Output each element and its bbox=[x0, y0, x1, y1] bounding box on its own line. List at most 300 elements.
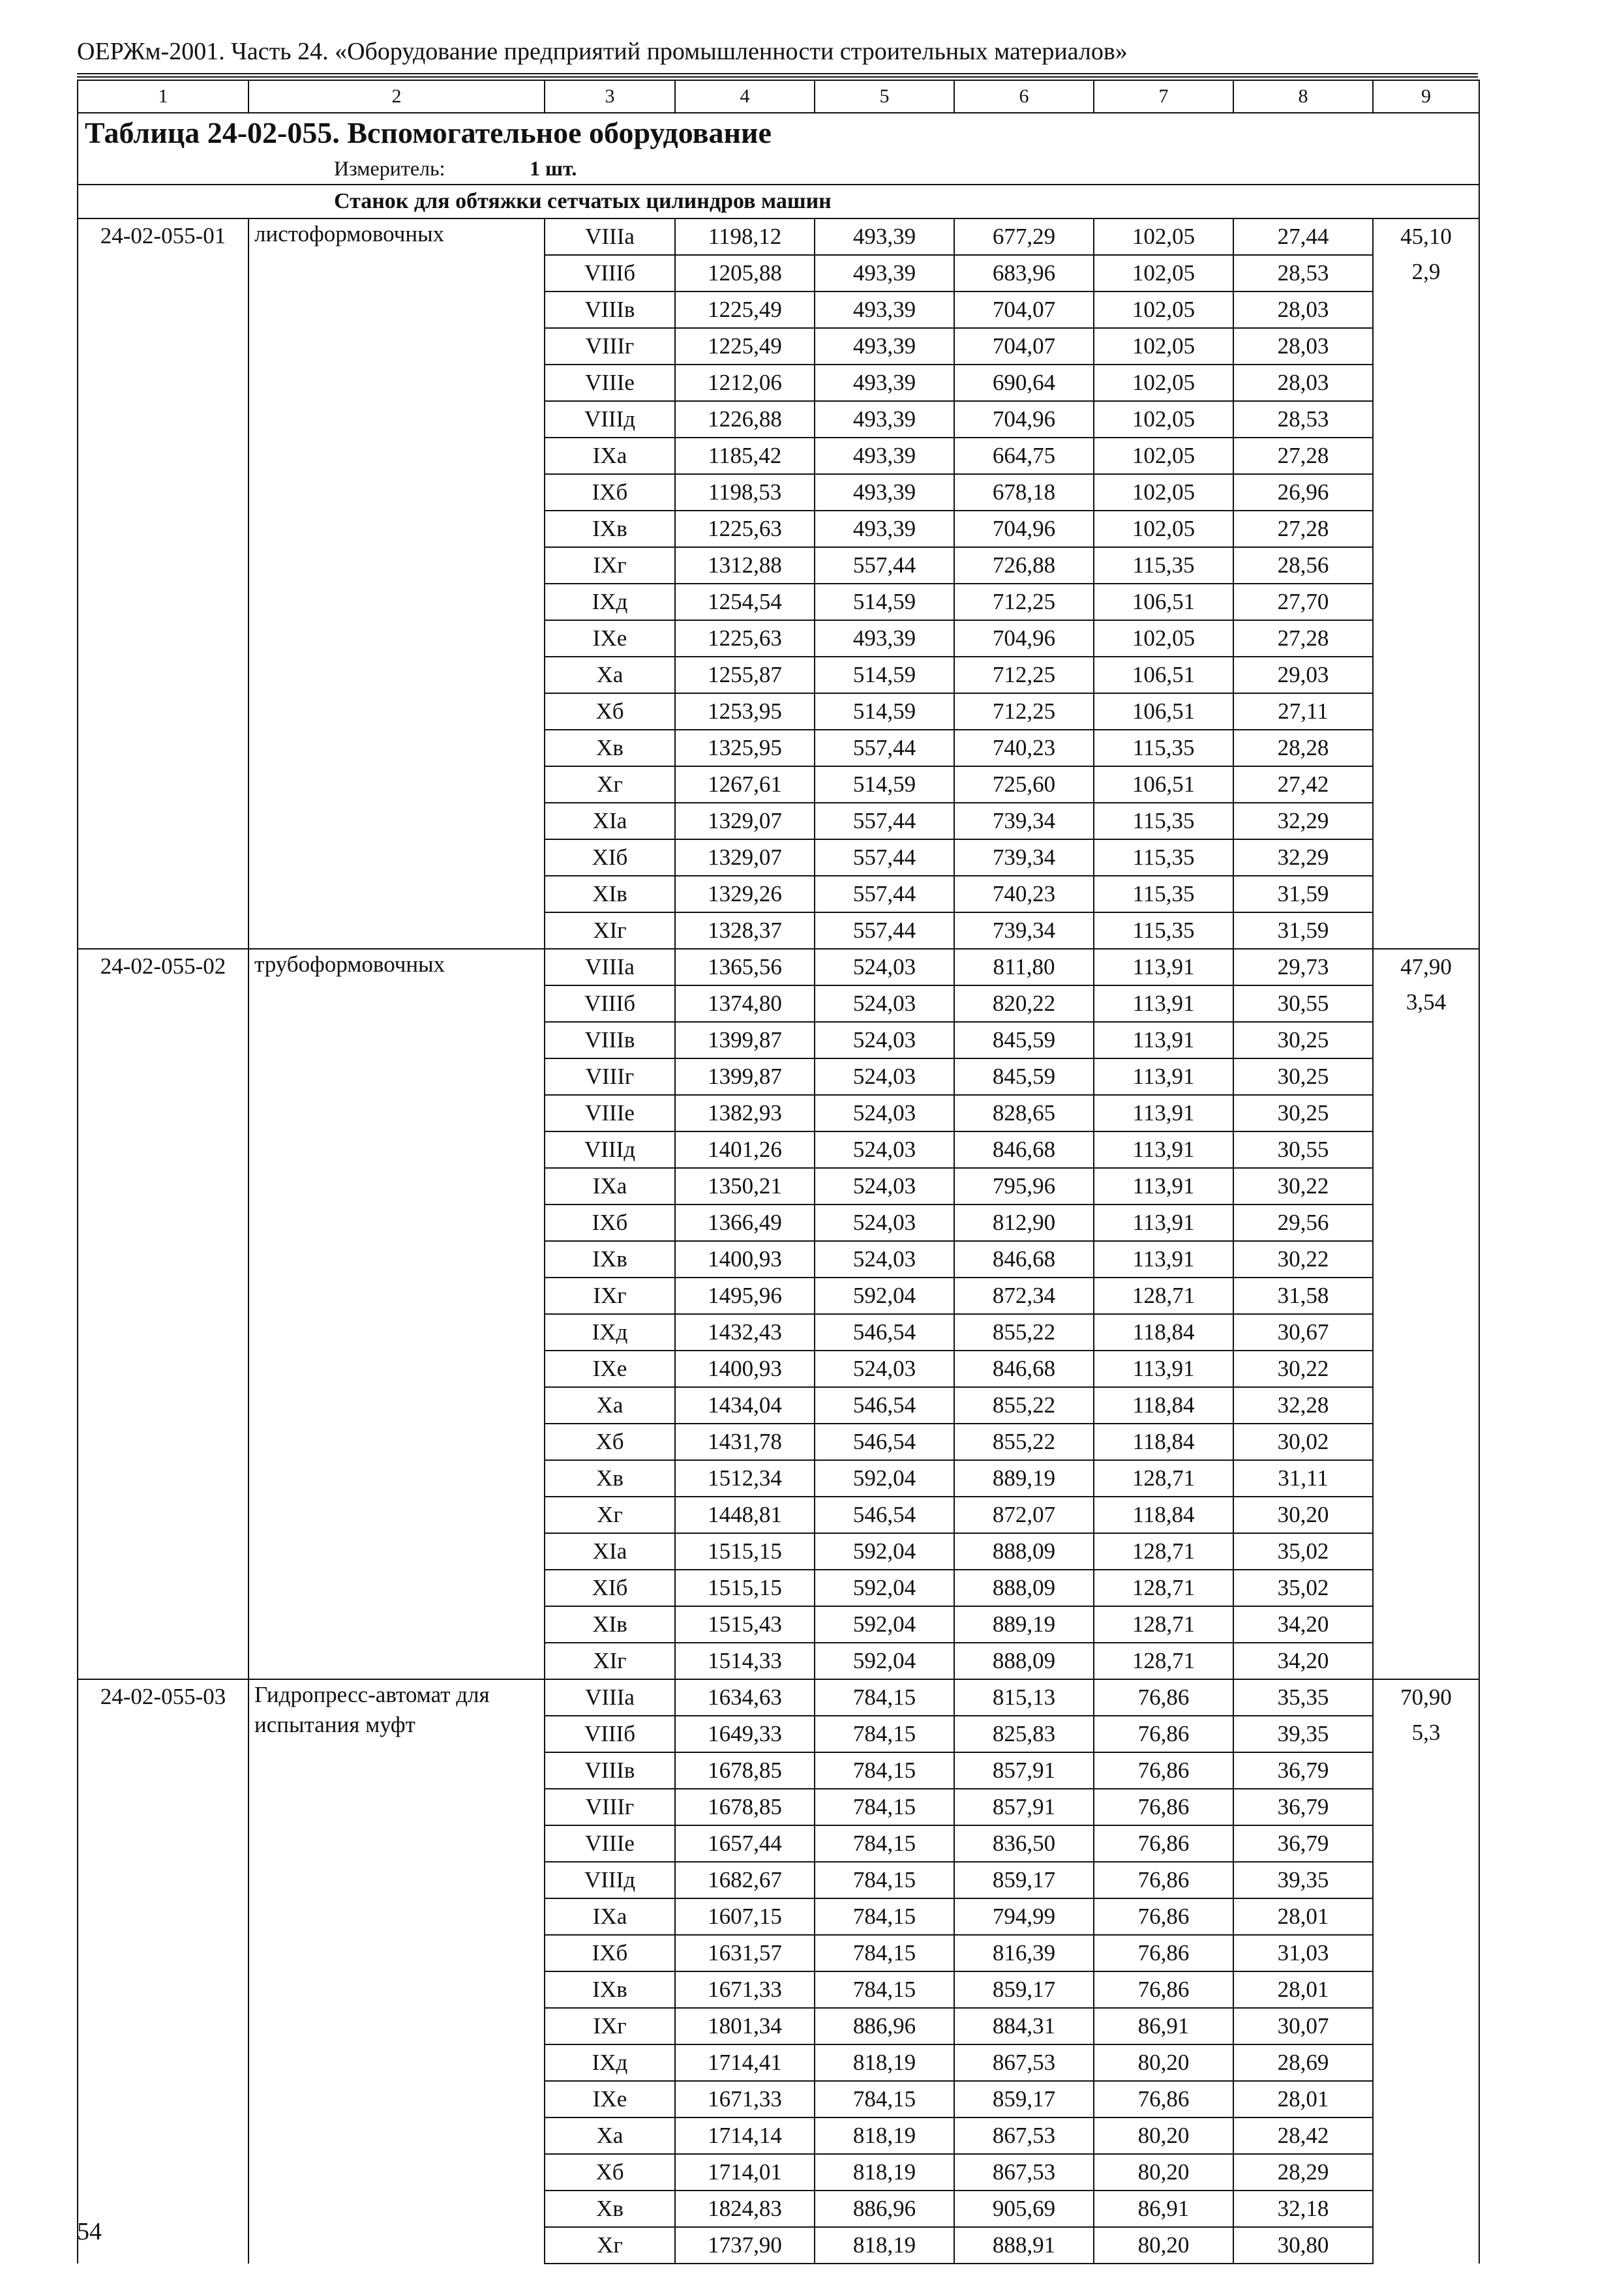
total-cost-cell: 1329,07 bbox=[675, 839, 815, 876]
zone-cell: Xв bbox=[545, 2191, 675, 2227]
total-cost-cell: 1400,93 bbox=[675, 1241, 815, 1278]
machine-cost-cell: 712,25 bbox=[954, 657, 1094, 693]
machinist-wages-cell: 76,86 bbox=[1094, 2081, 1233, 2117]
labor-cell: 30,20 bbox=[1233, 1497, 1373, 1533]
section-title-row bbox=[78, 185, 1479, 218]
zone-cell: IXе bbox=[545, 1351, 675, 1387]
zone-cell: IXа bbox=[545, 1168, 675, 1204]
machine-cost-cell: 795,96 bbox=[954, 1168, 1094, 1204]
machinist-wages-cell: 86,91 bbox=[1094, 2191, 1233, 2227]
machinist-wages-cell: 118,84 bbox=[1094, 1424, 1233, 1460]
wages-cell: 784,15 bbox=[815, 1971, 954, 2008]
labor-cell: 28,01 bbox=[1233, 1898, 1373, 1935]
wages-cell: 514,59 bbox=[815, 766, 954, 803]
total-cost-cell: 1328,37 bbox=[675, 912, 815, 949]
total-cost-cell: 1400,93 bbox=[675, 1351, 815, 1387]
wages-cell: 784,15 bbox=[815, 1825, 954, 1862]
total-cost-cell: 1254,54 bbox=[675, 584, 815, 620]
total-cost-cell: 1671,33 bbox=[675, 1971, 815, 2008]
zone-cell: Xг bbox=[545, 2227, 675, 2264]
wages-cell: 784,15 bbox=[815, 1679, 954, 1716]
machine-cost-cell: 690,64 bbox=[954, 365, 1094, 401]
table-row bbox=[78, 1679, 1479, 1716]
machinist-wages-cell: 118,84 bbox=[1094, 1387, 1233, 1424]
machine-cost-cell: 905,69 bbox=[954, 2191, 1094, 2227]
labor-cell: 32,29 bbox=[1233, 803, 1373, 839]
labor-cell: 27,42 bbox=[1233, 766, 1373, 803]
wages-cell: 784,15 bbox=[815, 1935, 954, 1971]
machine-cost-cell: 888,09 bbox=[954, 1570, 1094, 1606]
zone-cell: XIа bbox=[545, 803, 675, 839]
machinist-labor-value: 3,54 bbox=[1406, 989, 1447, 1015]
wages-cell: 514,59 bbox=[815, 693, 954, 730]
zone-cell: Xб bbox=[545, 2154, 675, 2191]
labor-cell: 30,67 bbox=[1233, 1314, 1373, 1351]
meter-value: 1 шт. bbox=[530, 157, 577, 180]
labor-cell: 35,02 bbox=[1233, 1533, 1373, 1570]
zone-cell: IXд bbox=[545, 1314, 675, 1351]
labor-cell: 28,01 bbox=[1233, 2081, 1373, 2117]
wages-cell: 592,04 bbox=[815, 1606, 954, 1643]
machine-cost-cell: 726,88 bbox=[954, 547, 1094, 584]
wages-cell: 524,03 bbox=[815, 1204, 954, 1241]
labor-cell: 29,56 bbox=[1233, 1204, 1373, 1241]
machine-cost-cell: 888,09 bbox=[954, 1533, 1094, 1570]
machine-cost-cell: 683,96 bbox=[954, 255, 1094, 292]
machinist-wages-cell: 106,51 bbox=[1094, 693, 1233, 730]
total-cost-cell: 1350,21 bbox=[675, 1168, 815, 1204]
total-cost-cell: 1824,83 bbox=[675, 2191, 815, 2227]
zone-cell: XIг bbox=[545, 1643, 675, 1679]
zone-cell: IXв bbox=[545, 1971, 675, 2008]
machine-cost-cell: 815,13 bbox=[954, 1679, 1094, 1716]
column-number: 6 bbox=[954, 80, 1094, 113]
machine-cost-cell: 678,18 bbox=[954, 474, 1094, 511]
machine-cost-cell: 888,91 bbox=[954, 2227, 1094, 2264]
wages-cell: 493,39 bbox=[815, 401, 954, 438]
zone-cell: VIIIа bbox=[545, 1679, 675, 1716]
total-cost-cell: 1649,33 bbox=[675, 1716, 815, 1752]
meter-label: Измеритель: bbox=[334, 157, 445, 180]
machine-cost-cell: 712,25 bbox=[954, 584, 1094, 620]
wages-cell: 557,44 bbox=[815, 730, 954, 766]
labor-cell: 31,58 bbox=[1233, 1278, 1373, 1314]
machinist-wages-cell: 102,05 bbox=[1094, 401, 1233, 438]
total-cost-cell: 1401,26 bbox=[675, 1131, 815, 1168]
labor-cell: 36,79 bbox=[1233, 1789, 1373, 1825]
labor-machinists-cell bbox=[1373, 949, 1479, 1679]
total-cost-cell: 1515,15 bbox=[675, 1533, 815, 1570]
wages-cell: 493,39 bbox=[815, 474, 954, 511]
labor-cell: 28,42 bbox=[1233, 2117, 1373, 2154]
total-cost-cell: 1737,90 bbox=[675, 2227, 815, 2264]
total-cost-cell: 1399,87 bbox=[675, 1058, 815, 1095]
machine-cost-cell: 867,53 bbox=[954, 2117, 1094, 2154]
machine-cost-cell: 846,68 bbox=[954, 1351, 1094, 1387]
total-cost-cell: 1714,41 bbox=[675, 2044, 815, 2081]
zone-cell: VIIIд bbox=[545, 1862, 675, 1898]
total-cost-cell: 1329,26 bbox=[675, 876, 815, 912]
wages-cell: 557,44 bbox=[815, 876, 954, 912]
machine-cost-cell: 859,17 bbox=[954, 2081, 1094, 2117]
machinist-wages-cell: 113,91 bbox=[1094, 1022, 1233, 1058]
labor-cell: 30,55 bbox=[1233, 1131, 1373, 1168]
wages-cell: 493,39 bbox=[815, 438, 954, 474]
machine-cost-cell: 712,25 bbox=[954, 693, 1094, 730]
machinist-wages-cell: 113,91 bbox=[1094, 1204, 1233, 1241]
labor-cell: 30,55 bbox=[1233, 985, 1373, 1022]
labor-cell: 30,02 bbox=[1233, 1424, 1373, 1460]
zone-cell: IXд bbox=[545, 584, 675, 620]
machine-cost-cell: 872,07 bbox=[954, 1497, 1094, 1533]
wages-cell: 592,04 bbox=[815, 1570, 954, 1606]
labor-cell: 27,28 bbox=[1233, 620, 1373, 657]
total-cost-cell: 1325,95 bbox=[675, 730, 815, 766]
total-cost-cell: 1714,14 bbox=[675, 2117, 815, 2154]
machine-cost-cell: 889,19 bbox=[954, 1606, 1094, 1643]
zone-cell: VIIIг bbox=[545, 1058, 675, 1095]
total-cost-cell: 1678,85 bbox=[675, 1752, 815, 1789]
zone-cell: IXг bbox=[545, 1278, 675, 1314]
total-cost-cell: 1801,34 bbox=[675, 2008, 815, 2044]
machinist-wages-cell: 76,86 bbox=[1094, 1935, 1233, 1971]
wages-cell: 524,03 bbox=[815, 1168, 954, 1204]
labor-cell: 27,44 bbox=[1233, 218, 1373, 255]
machine-cost-cell: 704,96 bbox=[954, 511, 1094, 547]
total-cost-cell: 1714,01 bbox=[675, 2154, 815, 2191]
labor-cell: 30,22 bbox=[1233, 1168, 1373, 1204]
wages-cell: 546,54 bbox=[815, 1387, 954, 1424]
wages-cell: 557,44 bbox=[815, 839, 954, 876]
zone-cell: IXв bbox=[545, 511, 675, 547]
wages-cell: 592,04 bbox=[815, 1460, 954, 1497]
column-number: 4 bbox=[675, 80, 815, 113]
labor-cell: 27,28 bbox=[1233, 511, 1373, 547]
labor-total-value: 47,90 bbox=[1400, 954, 1452, 980]
labor-cell: 30,07 bbox=[1233, 2008, 1373, 2044]
table-title-row bbox=[78, 113, 1479, 153]
machine-cost-cell: 794,99 bbox=[954, 1898, 1094, 1935]
labor-cell: 28,01 bbox=[1233, 1971, 1373, 2008]
wages-cell: 514,59 bbox=[815, 657, 954, 693]
machinist-wages-cell: 128,71 bbox=[1094, 1606, 1233, 1643]
labor-cell: 32,28 bbox=[1233, 1387, 1373, 1424]
machinist-wages-cell: 76,86 bbox=[1094, 1971, 1233, 2008]
zone-cell: IXв bbox=[545, 1241, 675, 1278]
machine-cost-cell: 704,07 bbox=[954, 292, 1094, 328]
wages-cell: 493,39 bbox=[815, 255, 954, 292]
equipment-name: листоформовочных bbox=[248, 218, 545, 949]
machinist-wages-cell: 115,35 bbox=[1094, 547, 1233, 584]
wages-cell: 886,96 bbox=[815, 2191, 954, 2227]
total-cost-cell: 1657,44 bbox=[675, 1825, 815, 1862]
machinist-wages-cell: 106,51 bbox=[1094, 584, 1233, 620]
machine-cost-cell: 825,83 bbox=[954, 1716, 1094, 1752]
wages-cell: 557,44 bbox=[815, 547, 954, 584]
labor-cell: 31,03 bbox=[1233, 1935, 1373, 1971]
total-cost-cell: 1198,12 bbox=[675, 218, 815, 255]
machinist-wages-cell: 80,20 bbox=[1094, 2044, 1233, 2081]
machinist-wages-cell: 102,05 bbox=[1094, 328, 1233, 365]
total-cost-cell: 1225,63 bbox=[675, 620, 815, 657]
labor-cell: 32,29 bbox=[1233, 839, 1373, 876]
zone-cell: VIIIе bbox=[545, 1825, 675, 1862]
machine-cost-cell: 704,07 bbox=[954, 328, 1094, 365]
wages-cell: 524,03 bbox=[815, 949, 954, 985]
total-cost-cell: 1374,80 bbox=[675, 985, 815, 1022]
zone-cell: IXд bbox=[545, 2044, 675, 2081]
equipment-name: Гидропресс-автомат для испытания муфт bbox=[248, 1679, 545, 2264]
wages-cell: 524,03 bbox=[815, 1058, 954, 1095]
labor-cell: 39,35 bbox=[1233, 1862, 1373, 1898]
labor-cell: 30,25 bbox=[1233, 1022, 1373, 1058]
labor-cell: 32,18 bbox=[1233, 2191, 1373, 2227]
zone-cell: IXг bbox=[545, 2008, 675, 2044]
machinist-wages-cell: 128,71 bbox=[1094, 1533, 1233, 1570]
column-number: 7 bbox=[1094, 80, 1233, 113]
labor-cell: 30,25 bbox=[1233, 1095, 1373, 1131]
wages-cell: 524,03 bbox=[815, 1131, 954, 1168]
machinist-wages-cell: 102,05 bbox=[1094, 255, 1233, 292]
total-cost-cell: 1225,63 bbox=[675, 511, 815, 547]
page-number: 54 bbox=[77, 2218, 102, 2245]
machinist-wages-cell: 106,51 bbox=[1094, 766, 1233, 803]
wages-cell: 493,39 bbox=[815, 292, 954, 328]
zone-cell: VIIIб bbox=[545, 255, 675, 292]
machine-cost-cell: 855,22 bbox=[954, 1387, 1094, 1424]
total-cost-cell: 1253,95 bbox=[675, 693, 815, 730]
zone-cell: VIIIа bbox=[545, 218, 675, 255]
labor-cell: 27,70 bbox=[1233, 584, 1373, 620]
labor-cell: 31,59 bbox=[1233, 876, 1373, 912]
total-cost-cell: 1329,07 bbox=[675, 803, 815, 839]
zone-cell: Xв bbox=[545, 730, 675, 766]
machinist-wages-cell: 106,51 bbox=[1094, 657, 1233, 693]
machinist-wages-cell: 76,86 bbox=[1094, 1716, 1233, 1752]
total-cost-cell: 1185,42 bbox=[675, 438, 815, 474]
wages-cell: 493,39 bbox=[815, 365, 954, 401]
labor-cell: 28,03 bbox=[1233, 365, 1373, 401]
wages-cell: 524,03 bbox=[815, 985, 954, 1022]
wages-cell: 546,54 bbox=[815, 1314, 954, 1351]
labor-cell: 35,35 bbox=[1233, 1679, 1373, 1716]
labor-cell: 28,53 bbox=[1233, 401, 1373, 438]
machine-cost-cell: 855,22 bbox=[954, 1424, 1094, 1460]
machinist-wages-cell: 102,05 bbox=[1094, 292, 1233, 328]
machine-cost-cell: 855,22 bbox=[954, 1314, 1094, 1351]
total-cost-cell: 1682,67 bbox=[675, 1862, 815, 1898]
machine-cost-cell: 867,53 bbox=[954, 2044, 1094, 2081]
total-cost-cell: 1212,06 bbox=[675, 365, 815, 401]
wages-cell: 493,39 bbox=[815, 620, 954, 657]
machinist-wages-cell: 102,05 bbox=[1094, 620, 1233, 657]
labor-cell: 28,69 bbox=[1233, 2044, 1373, 2081]
wages-cell: 818,19 bbox=[815, 2227, 954, 2264]
zone-cell: IXб bbox=[545, 474, 675, 511]
labor-machinists-cell bbox=[1373, 218, 1479, 949]
total-cost-cell: 1366,49 bbox=[675, 1204, 815, 1241]
machinist-wages-cell: 113,91 bbox=[1094, 1131, 1233, 1168]
total-cost-cell: 1267,61 bbox=[675, 766, 815, 803]
total-cost-cell: 1434,04 bbox=[675, 1387, 815, 1424]
labor-cell: 28,03 bbox=[1233, 292, 1373, 328]
total-cost-cell: 1678,85 bbox=[675, 1789, 815, 1825]
wages-cell: 784,15 bbox=[815, 1862, 954, 1898]
zone-cell: VIIIа bbox=[545, 949, 675, 985]
machinist-wages-cell: 113,91 bbox=[1094, 1095, 1233, 1131]
zone-cell: Xг bbox=[545, 1497, 675, 1533]
meter-row bbox=[78, 153, 1479, 185]
total-cost-cell: 1198,53 bbox=[675, 474, 815, 511]
labor-cell: 28,03 bbox=[1233, 328, 1373, 365]
zone-cell: XIв bbox=[545, 1606, 675, 1643]
wages-cell: 524,03 bbox=[815, 1351, 954, 1387]
total-cost-cell: 1512,34 bbox=[675, 1460, 815, 1497]
total-cost-cell: 1671,33 bbox=[675, 2081, 815, 2117]
zone-cell: VIIIг bbox=[545, 1789, 675, 1825]
zone-cell: VIIIб bbox=[545, 1716, 675, 1752]
column-number: 3 bbox=[545, 80, 675, 113]
wages-cell: 493,39 bbox=[815, 328, 954, 365]
machinist-wages-cell: 113,91 bbox=[1094, 1168, 1233, 1204]
wages-cell: 514,59 bbox=[815, 584, 954, 620]
wages-cell: 784,15 bbox=[815, 2081, 954, 2117]
machinist-wages-cell: 102,05 bbox=[1094, 218, 1233, 255]
zone-cell: VIIIд bbox=[545, 1131, 675, 1168]
labor-cell: 39,35 bbox=[1233, 1716, 1373, 1752]
machinist-wages-cell: 128,71 bbox=[1094, 1643, 1233, 1679]
machine-cost-cell: 857,91 bbox=[954, 1752, 1094, 1789]
machine-cost-cell: 828,65 bbox=[954, 1095, 1094, 1131]
zone-cell: XIв bbox=[545, 876, 675, 912]
machinist-wages-cell: 113,91 bbox=[1094, 949, 1233, 985]
machinist-wages-cell: 115,35 bbox=[1094, 876, 1233, 912]
machine-cost-cell: 725,60 bbox=[954, 766, 1094, 803]
machinist-wages-cell: 128,71 bbox=[1094, 1570, 1233, 1606]
machinist-wages-cell: 115,35 bbox=[1094, 730, 1233, 766]
zone-cell: VIIIе bbox=[545, 365, 675, 401]
labor-cell: 29,03 bbox=[1233, 657, 1373, 693]
machinist-wages-cell: 113,91 bbox=[1094, 1058, 1233, 1095]
rates-table bbox=[77, 80, 1480, 2264]
labor-cell: 28,28 bbox=[1233, 730, 1373, 766]
wages-cell: 592,04 bbox=[815, 1278, 954, 1314]
machine-cost-cell: 857,91 bbox=[954, 1789, 1094, 1825]
zone-cell: XIб bbox=[545, 1570, 675, 1606]
labor-cell: 26,96 bbox=[1233, 474, 1373, 511]
zone-cell: IXг bbox=[545, 547, 675, 584]
wages-cell: 493,39 bbox=[815, 218, 954, 255]
wages-cell: 784,15 bbox=[815, 1752, 954, 1789]
machine-cost-cell: 859,17 bbox=[954, 1862, 1094, 1898]
table-row bbox=[78, 949, 1479, 985]
zone-cell: VIIIв bbox=[545, 292, 675, 328]
zone-cell: VIIIг bbox=[545, 328, 675, 365]
machinist-wages-cell: 115,35 bbox=[1094, 803, 1233, 839]
total-cost-cell: 1515,15 bbox=[675, 1570, 815, 1606]
total-cost-cell: 1432,43 bbox=[675, 1314, 815, 1351]
rate-code: 24-02-055-01 bbox=[78, 218, 248, 949]
labor-total-value: 45,10 bbox=[1400, 224, 1452, 249]
total-cost-cell: 1365,56 bbox=[675, 949, 815, 985]
labor-machinists-cell bbox=[1373, 1679, 1479, 2264]
total-cost-cell: 1312,88 bbox=[675, 547, 815, 584]
zone-cell: Xб bbox=[545, 1424, 675, 1460]
zone-cell: VIIIе bbox=[545, 1095, 675, 1131]
machine-cost-cell: 739,34 bbox=[954, 803, 1094, 839]
machinist-wages-cell: 113,91 bbox=[1094, 985, 1233, 1022]
wages-cell: 886,96 bbox=[815, 2008, 954, 2044]
machinist-wages-cell: 102,05 bbox=[1094, 438, 1233, 474]
zone-cell: Xг bbox=[545, 766, 675, 803]
machine-cost-cell: 816,39 bbox=[954, 1935, 1094, 1971]
machine-cost-cell: 704,96 bbox=[954, 401, 1094, 438]
machine-cost-cell: 677,29 bbox=[954, 218, 1094, 255]
labor-cell: 30,22 bbox=[1233, 1351, 1373, 1387]
wages-cell: 524,03 bbox=[815, 1095, 954, 1131]
machine-cost-cell: 845,59 bbox=[954, 1022, 1094, 1058]
machine-cost-cell: 704,96 bbox=[954, 620, 1094, 657]
machinist-wages-cell: 76,86 bbox=[1094, 1862, 1233, 1898]
machinist-wages-cell: 102,05 bbox=[1094, 365, 1233, 401]
wages-cell: 546,54 bbox=[815, 1424, 954, 1460]
machinist-wages-cell: 128,71 bbox=[1094, 1460, 1233, 1497]
column-number: 5 bbox=[815, 80, 954, 113]
wages-cell: 546,54 bbox=[815, 1497, 954, 1533]
zone-cell: Xа bbox=[545, 657, 675, 693]
machine-cost-cell: 811,80 bbox=[954, 949, 1094, 985]
zone-cell: VIIIв bbox=[545, 1022, 675, 1058]
labor-cell: 29,73 bbox=[1233, 949, 1373, 985]
wages-cell: 784,15 bbox=[815, 1898, 954, 1935]
labor-cell: 28,56 bbox=[1233, 547, 1373, 584]
machinist-wages-cell: 102,05 bbox=[1094, 474, 1233, 511]
machinist-wages-cell: 115,35 bbox=[1094, 839, 1233, 876]
machine-cost-cell: 812,90 bbox=[954, 1204, 1094, 1241]
labor-total-value: 70,90 bbox=[1400, 1684, 1452, 1710]
total-cost-cell: 1382,93 bbox=[675, 1095, 815, 1131]
equipment-name: трубоформовочных bbox=[248, 949, 545, 1679]
column-number: 8 bbox=[1233, 80, 1373, 113]
total-cost-cell: 1255,87 bbox=[675, 657, 815, 693]
machine-cost-cell: 739,34 bbox=[954, 912, 1094, 949]
machine-cost-cell: 739,34 bbox=[954, 839, 1094, 876]
zone-cell: XIг bbox=[545, 912, 675, 949]
zone-cell: Xв bbox=[545, 1460, 675, 1497]
zone-cell: VIIIв bbox=[545, 1752, 675, 1789]
labor-cell: 35,02 bbox=[1233, 1570, 1373, 1606]
machinist-wages-cell: 102,05 bbox=[1094, 511, 1233, 547]
machine-cost-cell: 740,23 bbox=[954, 730, 1094, 766]
column-number: 2 bbox=[248, 80, 545, 113]
labor-cell: 27,28 bbox=[1233, 438, 1373, 474]
labor-cell: 30,80 bbox=[1233, 2227, 1373, 2264]
machinist-wages-cell: 113,91 bbox=[1094, 1351, 1233, 1387]
zone-cell: XIб bbox=[545, 839, 675, 876]
wages-cell: 524,03 bbox=[815, 1022, 954, 1058]
total-cost-cell: 1205,88 bbox=[675, 255, 815, 292]
column-number: 9 bbox=[1373, 80, 1479, 113]
total-cost-cell: 1515,43 bbox=[675, 1606, 815, 1643]
labor-cell: 31,59 bbox=[1233, 912, 1373, 949]
machinist-wages-cell: 113,91 bbox=[1094, 1241, 1233, 1278]
zone-cell: VIIIд bbox=[545, 401, 675, 438]
machinist-wages-cell: 76,86 bbox=[1094, 1898, 1233, 1935]
total-cost-cell: 1631,57 bbox=[675, 1935, 815, 1971]
wages-cell: 592,04 bbox=[815, 1533, 954, 1570]
labor-cell: 28,29 bbox=[1233, 2154, 1373, 2191]
total-cost-cell: 1607,15 bbox=[675, 1898, 815, 1935]
